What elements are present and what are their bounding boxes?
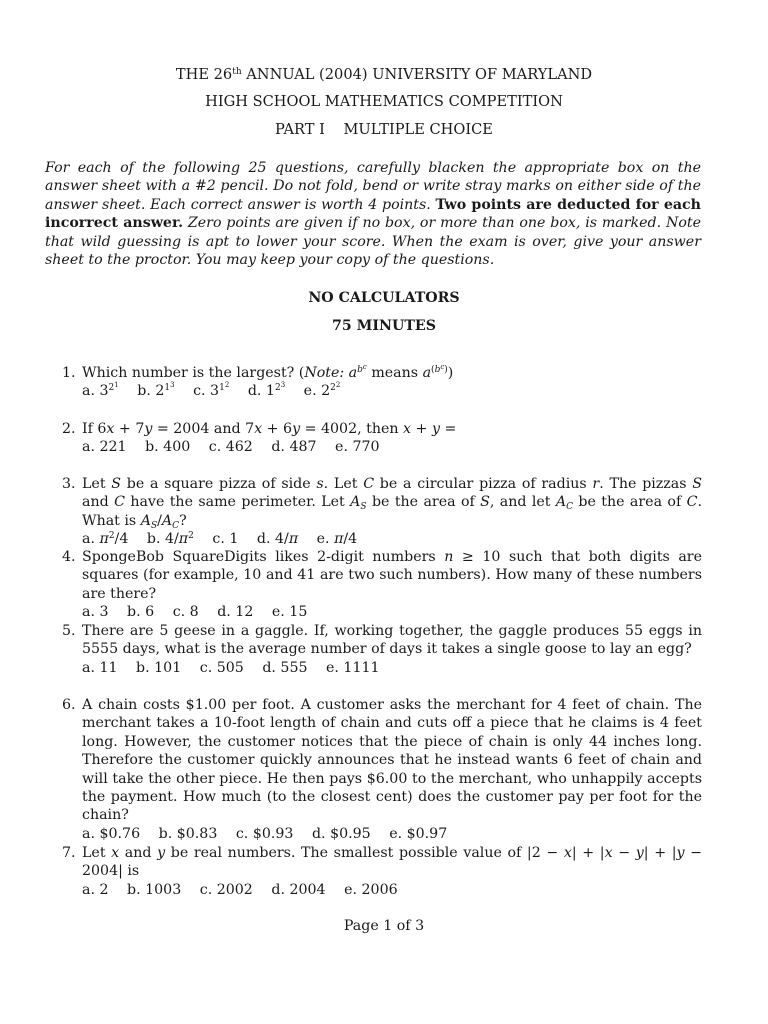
exam-title-line-2: HIGH SCHOOL MATHEMATICS COMPETITION xyxy=(205,93,563,110)
answer-choices: a. 3 b. 6 c. 8 d. 12 e. 15 xyxy=(82,604,308,621)
question-6 xyxy=(62,696,702,843)
answer-choices: a. 221 b. 400 c. 462 d. 487 e. 770 xyxy=(82,439,380,456)
question-5 xyxy=(62,622,702,677)
question-text: There are 5 geese in a gaggle. If, working together, the gaggle produces 55 eggs in 5555 days, what is the average number of days it takes a single goose to lay an egg? xyxy=(82,623,702,658)
exam-part-title: PART I MULTIPLE CHOICE xyxy=(275,121,493,138)
question-number: 2. xyxy=(62,421,76,437)
question-number: 3. xyxy=(62,476,76,492)
question-text: Which number is the largest? (Note: $a^{b^c}$ means $a^{(b^c)}$) xyxy=(82,363,454,381)
answer-choices: a. $\pi^2/4$ b. $4/\pi^2$ c. 1 d. 4/π e. π/4 xyxy=(82,531,358,548)
question-number: 1. xyxy=(62,365,76,381)
question-text: A chain costs $1.00 per foot. A customer asks the merchant for 4 feet of chain. The merchant takes a 10-foot length of chain and cuts off a piece that he claims is 4 feet long. However, the customer notices that the piece of chain is only 44 inches long. Therefore the customer quickly announces that he instead wants 6 feet of chain and will take the other piece. He then pays $6.00 to the merchant, who unhappily accepts the payment. How much (to the closest cent) does the customer pay per foot for the chain? xyxy=(82,697,702,824)
question-1 xyxy=(62,364,702,401)
page-number: Page 1 of 3 xyxy=(343,918,425,934)
question-number: 5. xyxy=(62,623,76,639)
question-number: 4. xyxy=(62,549,76,565)
question-number: 7. xyxy=(62,845,76,861)
answer-choices: a. 11 b. 101 c. 505 d. 555 e. 1111 xyxy=(82,659,380,676)
instructions-paragraph: For each of the following 25 questions, carefully blacken the appropriate box on the answer sheet with a #2 pencil. Do not fold, bend or write stray marks on either side of the answer sheet. Each correct answer is worth 4 points. Two points are deducted for each incorrect answer. Zero points are given if no box, or more than one box, is marked. Note that wild guessing is apt to lower your score. When the exam is over, give your answer sheet to the proctor. You may keep your copy of the questions. xyxy=(45,160,701,269)
time-limit-notice: 75 MINUTES xyxy=(332,318,436,334)
question-text: If 6x + 7y = 2004 and 7x + 6y = 4002, then x + y = xyxy=(82,421,457,437)
question-text: SpongeBob SquareDigits likes 2-digit numbers n ≥ 10 such that both digits are squares (for example, 10 and 41 are two such numbers). How many of these numbers are there? xyxy=(82,549,702,602)
question-text: Let x and y be real numbers. The smallest possible value of |2 − x| + |x − y| + |y − 2004| is xyxy=(82,845,703,880)
question-2 xyxy=(62,420,702,457)
answer-choices: a. $3^{2^1}$ b. $2^{1^3}$ c. $3^{1^2}$ d. $1^{2^3}$ e. $2^{2^2}$ xyxy=(82,381,341,400)
answer-choices: a. $0.76 b. $0.83 c. $0.93 d. $0.95 e. $0.97 xyxy=(82,825,448,842)
question-4 xyxy=(62,548,702,622)
answer-choices: a. 2 b. 1003 c. 2002 d. 2004 e. 2006 xyxy=(82,881,398,898)
deduction-warning: Two points are deducted for each incorrect answer. xyxy=(45,196,701,232)
question-3 xyxy=(62,475,702,549)
question-7 xyxy=(62,844,702,899)
question-text: Let S be a square pizza of side s. Let C be a circular pizza of radius r. The pizzas S and C have the same perimeter. Let $A_S$ be the area of S, and let $A_C$ be the area of C. What is $A_S/A_C$? xyxy=(82,476,702,531)
exam-title-line-1: THE 26th ANNUAL (2004) UNIVERSITY OF MARYLAND xyxy=(175,66,593,83)
question-number: 6. xyxy=(62,697,76,713)
no-calculators-notice: NO CALCULATORS xyxy=(308,290,460,306)
